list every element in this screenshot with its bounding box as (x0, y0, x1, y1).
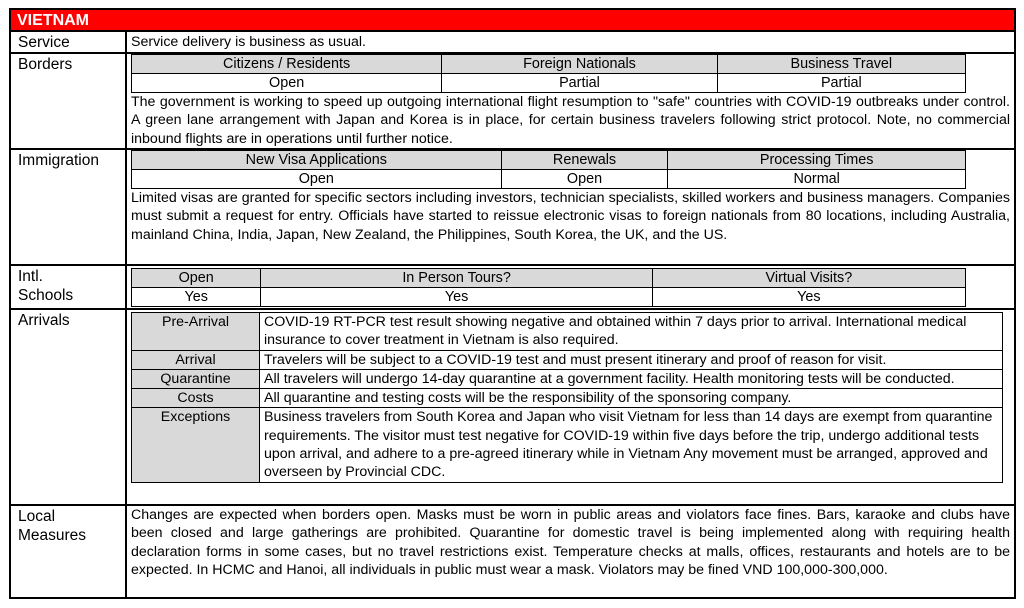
service-label: Service (11, 32, 127, 52)
schools-header-open: Open (132, 269, 261, 288)
borders-header-foreign: Foreign Nationals (442, 55, 717, 74)
local-label-line1: Local (18, 508, 56, 525)
arrivals-value: COVID-19 RT-PCR test result showing negative and obtained within 7 days prior to arrival. International medical insurance to cover treatment in Vietnam is also required. (260, 313, 1003, 351)
schools-value-open: Yes (132, 288, 261, 307)
arrivals-row-exceptions (132, 408, 1003, 482)
immigration-header-renewals: Renewals (501, 151, 668, 170)
arrivals-table (131, 312, 1003, 483)
borders-value-citizens: Open (132, 74, 442, 93)
arrivals-value: All quarantine and testing costs will be the responsibility of the sponsoring company. (260, 389, 1003, 408)
borders-header-business: Business Travel (717, 55, 965, 74)
immigration-value-processing: Normal (668, 170, 966, 189)
immigration-header-processing: Processing Times (668, 151, 966, 170)
arrivals-value: All travelers will undergo 14-day quarantine at a government facility. Health monitoring tests will be conducted. (260, 369, 1003, 388)
immigration-row (11, 150, 1014, 266)
arrivals-label: Arrivals (11, 310, 127, 504)
service-text: Service delivery is business as usual. (131, 34, 366, 50)
schools-value-virtual: Yes (652, 288, 965, 307)
arrivals-value: Business travelers from South Korea and Japan who visit Vietnam for less than 14 days are exempt from quarantine requirements. The visitor must test negative for COVID-19 within five days before the trip, undergo additional tests upon arrival, and adhere to a pre-agreed itinerary while in Vietnam Any movement must be arranged, approved and overseen by Provincial CDC. (260, 408, 1003, 482)
arrivals-key: Exceptions (132, 408, 260, 482)
arrivals-row-pre-arrival (132, 313, 1003, 351)
immigration-header-new-visa: New Visa Applications (132, 151, 502, 170)
schools-row (11, 266, 1014, 310)
country-sheet (9, 8, 1016, 599)
schools-header-tours: In Person Tours? (261, 269, 652, 288)
borders-value-foreign: Partial (442, 74, 717, 93)
local-label-line2: Measures (18, 527, 87, 544)
arrivals-key: Quarantine (132, 369, 260, 388)
schools-label-line1: Intl. (18, 268, 43, 285)
borders-row (11, 54, 1014, 150)
immigration-status-table (131, 150, 966, 189)
schools-header-virtual: Virtual Visits? (652, 269, 965, 288)
immigration-text: Limited visas are granted for specific sectors including investors, technician specialists, skilled workers and business managers. Companies must submit a request for entry. Officials have started to reissue electronic visas to foreign nationals from 80 locations, including Australia, mainland China, India, Japan, New Zealand, the Philippines, South Korea, the UK, and the US. (131, 190, 1010, 243)
borders-value-business: Partial (717, 74, 965, 93)
arrivals-key: Pre-Arrival (132, 313, 260, 351)
arrivals-key: Arrival (132, 350, 260, 369)
schools-value-tours: Yes (261, 288, 652, 307)
arrivals-row (11, 310, 1014, 506)
arrivals-row-arrival (132, 350, 1003, 369)
arrivals-key: Costs (132, 389, 260, 408)
schools-status-table (131, 268, 966, 307)
schools-label-line2: Schools (18, 287, 74, 304)
immigration-value-renewals: Open (501, 170, 668, 189)
borders-status-table (131, 54, 966, 93)
local-label (11, 506, 127, 597)
schools-label (11, 266, 127, 308)
country-title: VIETNAM (11, 10, 1014, 32)
borders-label: Borders (11, 54, 127, 148)
borders-text: The government is working to speed up outgoing international flight resumption to "safe" countries with COVID-19 outbreaks under control. A green lane arrangement with Japan and Korea is in place, for certain business travelers following strict protocol. Note, no commercial inbound flights are in operations until further notice. (131, 94, 1010, 147)
arrivals-value: Travelers will be subject to a COVID-19 test and must present itinerary and proof of reason for visit. (260, 350, 1003, 369)
immigration-value-new-visa: Open (132, 170, 502, 189)
local-text: Changes are expected when borders open. Masks must be worn in public areas and violators face fines. Bars, karaoke and clubs have been closed and large gatherings are prohibited. Quarantine for domestic travel is being implemented along with requiring health declaration forms in some cases, but no travel restrictions exist. Temperature checks at malls, offices, restaurants and hotels are to be expected. In HCMC and Hanoi, all individuals in public must wear a mask. Violators may be fined VND 100,000-300,000. (131, 507, 1010, 578)
immigration-label: Immigration (11, 150, 127, 264)
arrivals-row-quarantine (132, 369, 1003, 388)
borders-header-citizens: Citizens / Residents (132, 55, 442, 74)
arrivals-row-costs (132, 389, 1003, 408)
service-row (11, 32, 1014, 54)
local-row (11, 506, 1014, 597)
